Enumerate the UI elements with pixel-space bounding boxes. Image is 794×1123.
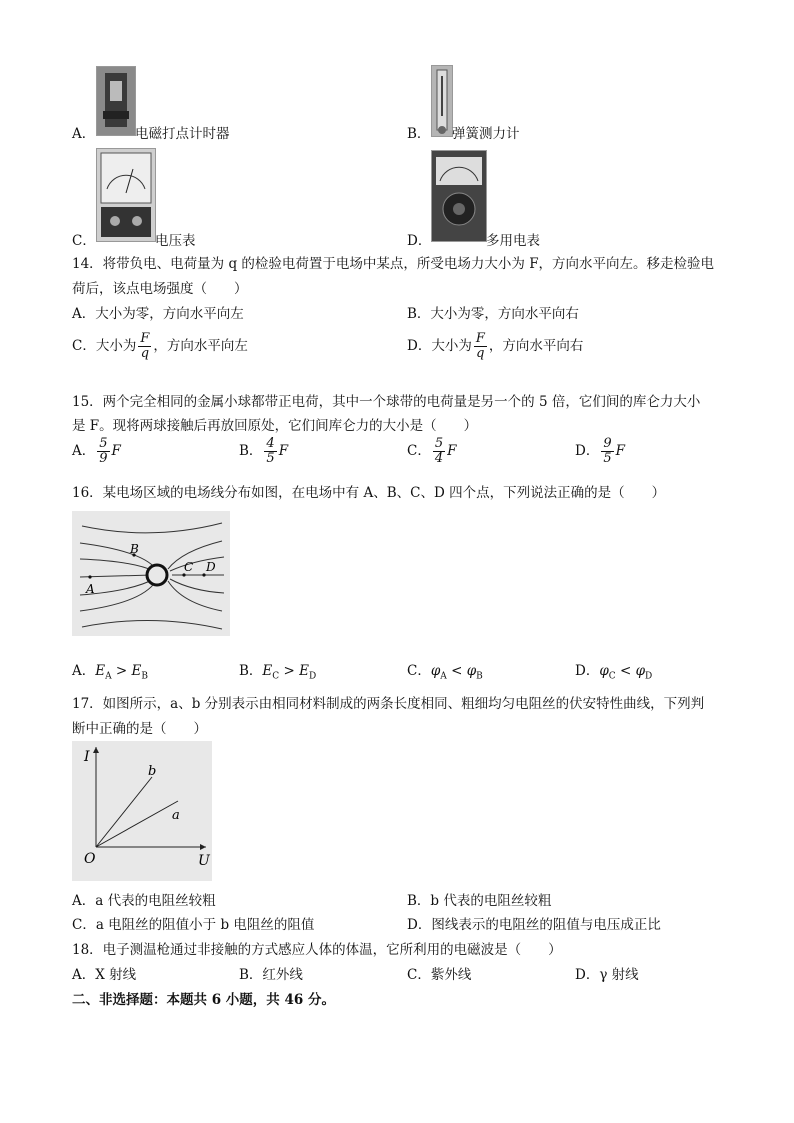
q15-option-d[interactable]: D． $\frac{9}{5}$ F xyxy=(575,436,625,466)
q14-option-d[interactable] xyxy=(407,332,583,361)
label-b: B xyxy=(130,542,139,556)
q13-option-b-letter[interactable]: B． xyxy=(407,126,431,142)
fraction-f-over-q: $\frac{F}{q}$ xyxy=(475,331,485,361)
q14-option-d-prefix: D．大小为 xyxy=(407,338,472,354)
q13-option-d-letter[interactable]: D． xyxy=(407,233,432,249)
q15-option-a[interactable]: A． $\frac{5}{9}$ F xyxy=(72,436,121,466)
section-2-heading: 二、非选择题：本题共 6 小题，共 46 分。 xyxy=(72,992,335,1008)
voltmeter-photo xyxy=(96,148,156,242)
q13-option-c-letter[interactable]: C． xyxy=(72,233,96,249)
q14-option-c[interactable] xyxy=(72,332,248,361)
q16-option-a[interactable]: A．$E_A > E_B$ xyxy=(72,663,148,682)
axis-i-label: I xyxy=(84,749,90,765)
q15-option-b[interactable]: B． $\frac{4}{5}$ F xyxy=(239,436,289,466)
axis-u-label: U xyxy=(198,853,210,869)
q16-option-d[interactable]: D．$\varphi_C < \varphi_D$ xyxy=(575,663,653,682)
q18-option-c[interactable]: C．紫外线 xyxy=(407,967,472,983)
q17-option-c[interactable]: C．a 电阻丝的阻值小于 b 电阻丝的阻值 xyxy=(72,917,315,933)
line-a-label: a xyxy=(172,808,180,823)
q14-option-d-suffix: ，方向水平向右 xyxy=(488,338,584,354)
q18-stem: 18．电子测温枪通过非接触的方式感应人体的体温，它所利用的电磁波是（ ） xyxy=(72,942,562,958)
q18-option-d[interactable]: D．γ 射线 xyxy=(575,967,639,983)
q16-stem: 16．某电场区域的电场线分布如图，在电场中有 A、B、C、D 四个点，下列说法正确的是（ ） xyxy=(72,485,666,501)
q18-option-b[interactable]: B．红外线 xyxy=(239,967,303,983)
origin-label: O xyxy=(84,851,96,867)
q16-option-c[interactable]: C．$\varphi_A < \varphi_B$ xyxy=(407,663,483,682)
multimeter-photo xyxy=(431,150,487,242)
q14-stem-line1: 14．将带负电、电荷量为 q 的检验电荷置于电场中某点，所受电场力大小为 F，方向水平向左。移走检验电 xyxy=(72,256,715,272)
q17-option-b[interactable]: B．b 代表的电阻丝较粗 xyxy=(407,893,552,909)
q13-option-c-text[interactable]: 电压表 xyxy=(155,233,196,249)
q14-option-c-suffix: ，方向水平向左 xyxy=(153,338,248,354)
label-d: D xyxy=(206,560,216,574)
q14-option-c-prefix: C．大小为 xyxy=(72,338,137,354)
q14-stem-line2: 荷后，该点电场强度（ ） xyxy=(72,281,248,297)
label-a: A xyxy=(86,582,95,596)
electric-field-figure xyxy=(72,511,230,636)
q17-stem-line1: 17．如图所示，a、b 分别表示由相同材料制成的两条长度相同、粗细均匀电阻丝的伏安特性曲线，下列判 xyxy=(72,696,705,712)
spring-scale-photo xyxy=(431,65,453,137)
iu-graph-figure xyxy=(72,741,212,881)
timer-photo xyxy=(96,66,136,136)
q14-option-b[interactable]: B．大小为零，方向水平向右 xyxy=(407,306,579,322)
q16-option-b[interactable]: B．$E_C > E_D$ xyxy=(239,663,317,682)
q13-option-b-text[interactable]: 弹簧测力计 xyxy=(452,126,520,142)
label-c: C xyxy=(184,560,194,574)
fraction-f-over-q: $\frac{F}{q}$ xyxy=(140,331,150,361)
q13-option-a-text[interactable]: 电磁打点计时器 xyxy=(135,126,230,142)
q15-stem-line2: 是 F。现将两球接触后再放回原处，它们间库仑力的大小是（ ） xyxy=(72,418,478,434)
q15-option-c[interactable]: C． $\frac{5}{4}$ F xyxy=(407,436,457,466)
q14-option-a[interactable]: A．大小为零，方向水平向左 xyxy=(72,306,244,322)
q15-stem-line1: 15．两个完全相同的金属小球都带正电荷，其中一个球带的电荷量是另一个的 5 倍，它们间的库仑力大小 xyxy=(72,394,701,410)
q13-option-d-text[interactable]: 多用电表 xyxy=(486,233,540,249)
line-b-label: b xyxy=(148,764,157,779)
q13-option-a-letter[interactable]: A． xyxy=(72,126,96,142)
q17-option-a[interactable]: A．a 代表的电阻丝较粗 xyxy=(72,893,216,909)
q18-option-a[interactable]: A．X 射线 xyxy=(72,967,137,983)
q17-option-d[interactable]: D．图线表示的电阻丝的阻值与电压成正比 xyxy=(407,917,661,933)
q17-stem-line2: 断中正确的是（ ） xyxy=(72,721,207,737)
